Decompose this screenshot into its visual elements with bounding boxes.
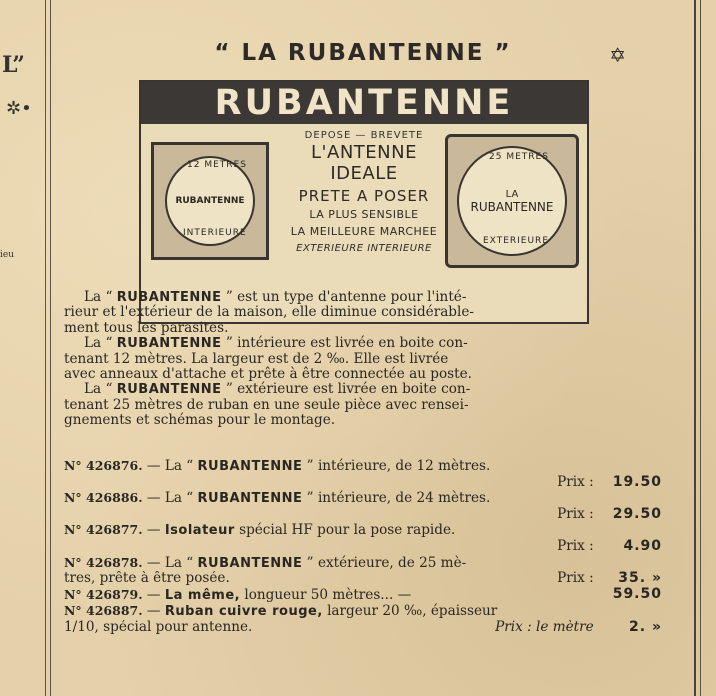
column-rule-right — [694, 0, 696, 696]
right-coil-center: RUBANTENNE — [470, 199, 554, 214]
article-body — [64, 290, 662, 429]
left-fragment-star: ✲• — [6, 98, 32, 119]
item-price: Prix : 35. » — [557, 571, 662, 587]
advert-box — [139, 80, 589, 324]
list-item: N° 426876. — La “ RUBANTENNE ” intérieure, de 12 mètres. Prix : 19.50 — [64, 458, 662, 490]
star-icon: ✡ — [609, 43, 628, 67]
rubantenne-article — [64, 36, 662, 635]
left-fragment-title: L” — [2, 52, 25, 78]
advert-depose: DEPOSE — BREVETE — [304, 130, 424, 141]
column-rule-left-inner — [50, 0, 51, 696]
left-coil-center: RUBANTENNE — [175, 196, 245, 206]
list-item: N° 426886. — La “ RUBANTENNE ” intérieure, de 24 mètres. Prix : 29.50 — [64, 490, 662, 522]
advert-middle-text — [284, 142, 444, 254]
paragraph-interieure: La “ RUBANTENNE ” intérieure est livrée en boite con- tenant 12 mètres. La largeur est de 2 ‰. Elle est livrée avec anneaux d'attache et prête à être connectée au poste. — [64, 335, 472, 383]
right-coil-bottom: EXTERIEURE — [483, 236, 549, 246]
advert-line-sensible: LA PLUS SENSIBLE — [309, 208, 419, 221]
heading-text: “ LA RUBANTENNE ” — [214, 40, 512, 66]
item-price: Prix : 29.50 — [557, 505, 662, 522]
advert-brand: RUBANTENNE — [141, 82, 587, 124]
left-coil-top: 12 METRES — [187, 160, 247, 170]
advert-line-prete: PRETE A POSER — [298, 187, 430, 205]
article-heading — [64, 36, 662, 70]
catalogue-items — [64, 458, 662, 636]
column-rule-right-outer — [700, 0, 701, 696]
advert-line-ideale: L'ANTENNE IDEALE — [311, 142, 417, 184]
item-price: Prix : 4.90 — [557, 537, 662, 554]
advert-line-marchee: LA MEILLEURE MARCHEE — [290, 225, 438, 238]
column-rule-left — [45, 0, 46, 696]
advert-line-exterieure: EXTERIEURE INTERIEURE — [296, 243, 432, 254]
list-item: N° 426878. — La “ RUBANTENNE ” extérieure, de 25 mè- tres, prête à être posée. Prix : 35. » — [64, 554, 662, 587]
list-item: N° 426877. — Isolateur spécial HF pour la pose rapide. Prix : 4.90 — [64, 522, 662, 554]
item-price: 59.50 — [612, 586, 662, 602]
list-item: N° 426879. — La même, longueur 50 mètres... — 59.50 — [64, 586, 662, 603]
right-coil-top: 25 METRES — [489, 152, 549, 162]
left-fragment-text: ieu — [0, 250, 15, 260]
list-item: N° 426887. — Ruban cuivre rouge, largeur 20 ‰, épaisseur 1/10, spécial pour antenne. Prix : le mètre 2. » — [64, 603, 662, 635]
right-coil-mid: LA — [505, 188, 519, 200]
right-coil-illustration — [445, 134, 579, 268]
paragraph-intro: La “ RUBANTENNE ” est un type d'antenne pour l'inté- rieur et l'extérieur de la maison, elle diminue considérable- ment tous les parasites. — [64, 289, 474, 336]
item-price: Prix : 19.50 — [557, 473, 662, 490]
paragraph-exterieure: La “ RUBANTENNE ” extérieure est livrée en boite con- tenant 25 mètres de ruban en une seule pièce avec rensei- gnements et schémas pour le montage. — [64, 381, 471, 429]
left-column-fragment — [0, 0, 46, 696]
left-coil-bottom: INTERIEURE — [183, 228, 247, 238]
left-coil-illustration — [151, 142, 269, 260]
item-price: Prix : le mètre 2. » — [495, 619, 662, 635]
